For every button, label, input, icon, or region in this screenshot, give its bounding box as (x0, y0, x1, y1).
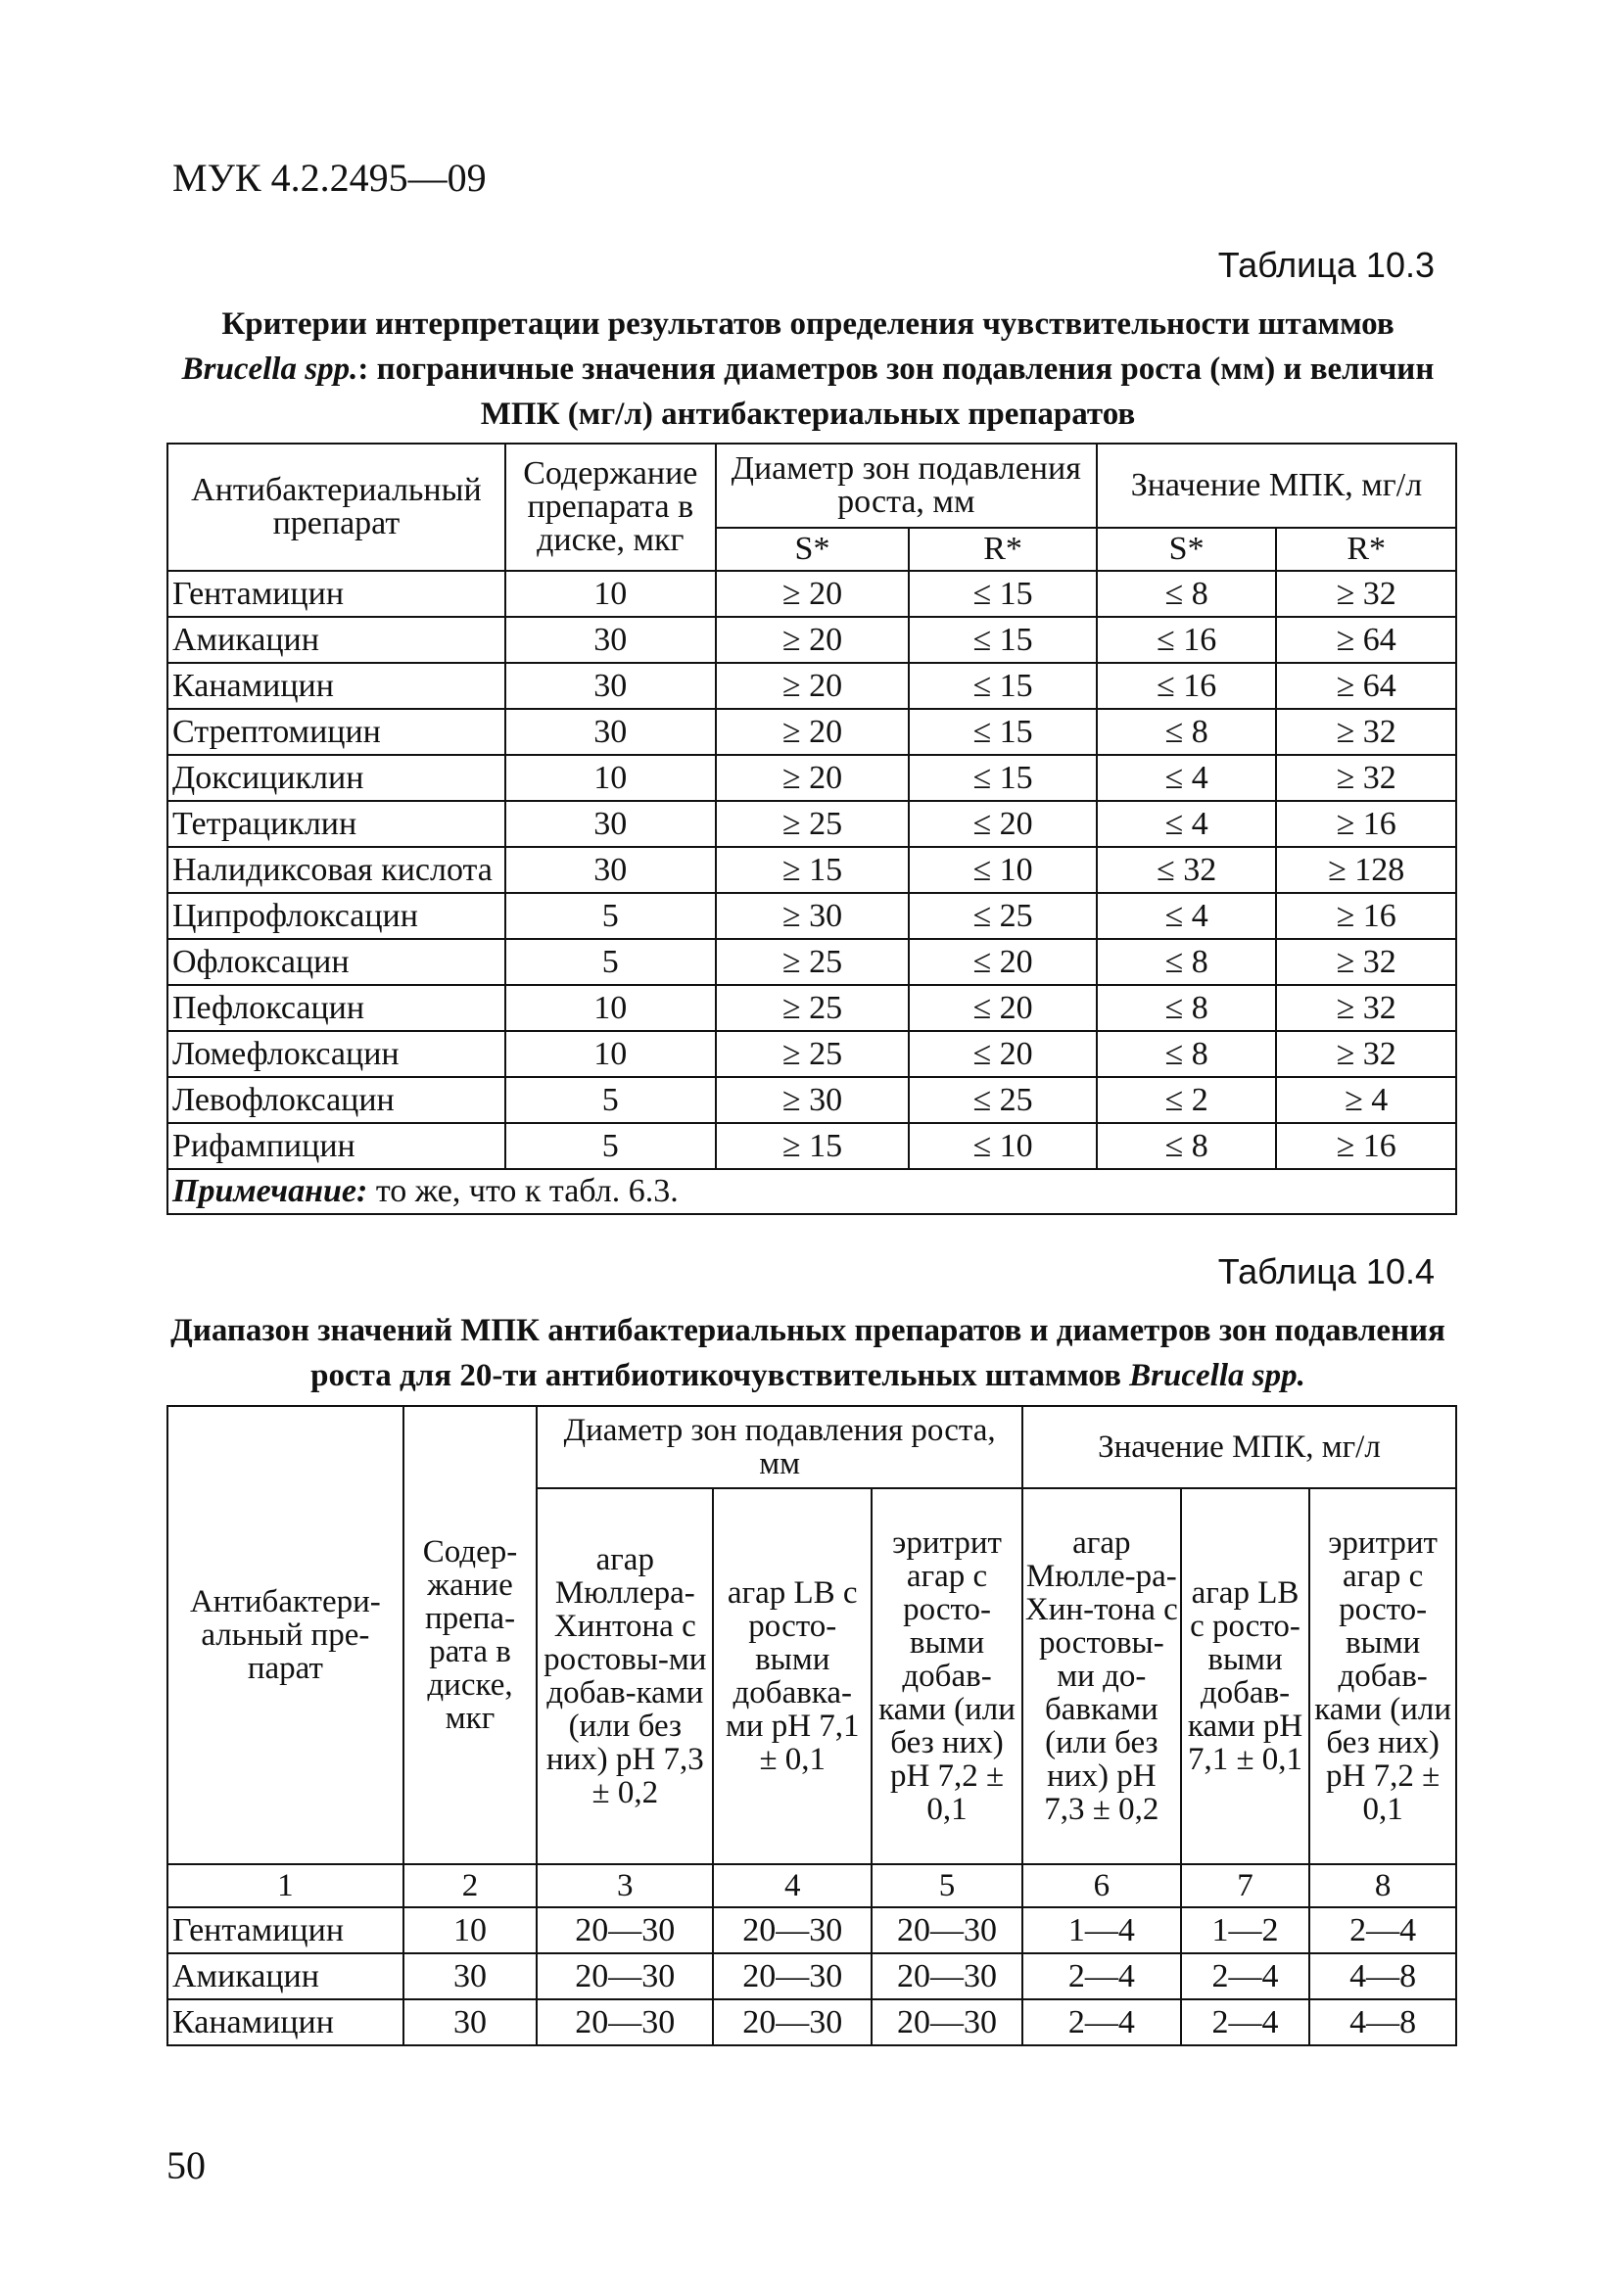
table-10-4-number: Таблица 10.4 (1217, 1251, 1435, 1291)
header-sub-1: агар Мюллера-Хинтона с ростовы-ми добав-ками (или без них) pH 7,3 ± 0,2 (537, 1488, 713, 1864)
value-cell: ≤ 25 (909, 1077, 1097, 1123)
value-cell: 20—30 (872, 1999, 1022, 2045)
value-cell: ≥ 32 (1276, 939, 1456, 985)
value-cell: 5 (505, 1123, 716, 1169)
table-10-3-caption (166, 302, 1449, 437)
value-cell: ≤ 10 (909, 1123, 1097, 1169)
drug-name-cell: Амикацин (167, 1953, 403, 1999)
drug-name-cell: Левофлоксацин (167, 1077, 505, 1123)
value-cell: ≤ 15 (909, 709, 1097, 755)
value-cell: ≥ 4 (1276, 1077, 1456, 1123)
value-cell: 30 (505, 709, 716, 755)
value-cell: 20—30 (872, 1953, 1022, 1999)
table-row (167, 893, 1456, 939)
value-cell: 30 (505, 847, 716, 893)
column-number: 8 (1309, 1864, 1456, 1907)
header-mic-r: R* (1276, 528, 1456, 571)
header-sub-2: агар LB с росто-выми добавка-ми pH 7,1 ± 0,1 (713, 1488, 872, 1864)
table-row (167, 755, 1456, 801)
value-cell: 20—30 (537, 1907, 713, 1953)
table-note (167, 1169, 1456, 1214)
table-row (167, 663, 1456, 709)
table-row (167, 847, 1456, 893)
value-cell: ≤ 8 (1097, 985, 1277, 1031)
value-cell: 20—30 (713, 1907, 872, 1953)
value-cell: 30 (505, 801, 716, 847)
value-cell: ≤ 10 (909, 847, 1097, 893)
table-row (167, 571, 1456, 617)
table-row (167, 985, 1456, 1031)
value-cell: 20—30 (537, 1953, 713, 1999)
column-number: 5 (872, 1864, 1022, 1907)
column-number: 4 (713, 1864, 872, 1907)
table-row (167, 1999, 1456, 2045)
value-cell: ≤ 32 (1097, 847, 1277, 893)
value-cell: ≥ 64 (1276, 617, 1456, 663)
table-row (167, 801, 1456, 847)
value-cell: ≤ 20 (909, 985, 1097, 1031)
header-diameter: Диаметр зон подавления роста, мм (537, 1406, 1022, 1488)
drug-name-cell: Тетрациклин (167, 801, 505, 847)
value-cell: ≤ 8 (1097, 571, 1277, 617)
value-cell: 10 (505, 755, 716, 801)
drug-name-cell: Налидиксовая кислота (167, 847, 505, 893)
caption-text: Диапазон значений МПК антибактериальных препаратов и диаметров зон подавления роста для 20-ти антибиотикочувствительных штаммов (170, 1313, 1445, 1393)
table-row (167, 1123, 1456, 1169)
value-cell: 30 (403, 1999, 538, 2045)
header-sub-6: эритрит агар с росто-выми добав-ками (или без них) pH 7,2 ± 0,1 (1309, 1488, 1456, 1864)
drug-name-cell: Гентамицин (167, 571, 505, 617)
value-cell: ≥ 25 (716, 1031, 910, 1077)
value-cell: ≤ 20 (909, 939, 1097, 985)
value-cell: 4—8 (1309, 1999, 1456, 2045)
value-cell: ≥ 16 (1276, 801, 1456, 847)
value-cell: ≤ 15 (909, 571, 1097, 617)
value-cell: ≤ 20 (909, 801, 1097, 847)
header-content: Содержание препарата в диске, мкг (505, 444, 716, 571)
value-cell: 20—30 (872, 1907, 1022, 1953)
note-text: то же, что к табл. 6.3. (367, 1173, 679, 1209)
value-cell: ≤ 15 (909, 663, 1097, 709)
value-cell: ≥ 16 (1276, 1123, 1456, 1169)
value-cell: ≤ 16 (1097, 617, 1277, 663)
value-cell: 20—30 (537, 1999, 713, 2045)
value-cell: ≥ 20 (716, 709, 910, 755)
header-diameter-r: R* (909, 528, 1097, 571)
value-cell: ≥ 20 (716, 571, 910, 617)
value-cell: 30 (505, 617, 716, 663)
value-cell: 30 (505, 663, 716, 709)
value-cell: ≥ 15 (716, 847, 910, 893)
column-number: 1 (167, 1864, 403, 1907)
value-cell: ≤ 25 (909, 893, 1097, 939)
value-cell: 10 (505, 985, 716, 1031)
value-cell: 2—4 (1309, 1907, 1456, 1953)
value-cell: ≤ 8 (1097, 1031, 1277, 1077)
value-cell: ≥ 16 (1276, 893, 1456, 939)
table-row (167, 1031, 1456, 1077)
column-number: 6 (1022, 1864, 1181, 1907)
value-cell: 2—4 (1181, 1953, 1309, 1999)
value-cell: 10 (505, 1031, 716, 1077)
value-cell: ≥ 20 (716, 755, 910, 801)
header-diameter: Диаметр зон подавления роста, мм (716, 444, 1097, 528)
caption-italic: Brucella spp. (1129, 1358, 1305, 1393)
column-number: 2 (403, 1864, 538, 1907)
value-cell: 1—2 (1181, 1907, 1309, 1953)
table-10-3-number: Таблица 10.3 (1217, 245, 1435, 285)
table-row (167, 1077, 1456, 1123)
value-cell: 2—4 (1022, 1953, 1181, 1999)
drug-name-cell: Амикацин (167, 617, 505, 663)
value-cell: ≥ 64 (1276, 663, 1456, 709)
value-cell: ≤ 8 (1097, 939, 1277, 985)
value-cell: 5 (505, 1077, 716, 1123)
value-cell: 10 (403, 1907, 538, 1953)
document-code: МУК 4.2.2495—09 (172, 156, 487, 200)
value-cell: 20—30 (713, 1953, 872, 1999)
value-cell: ≤ 15 (909, 755, 1097, 801)
value-cell: ≥ 25 (716, 985, 910, 1031)
value-cell: 10 (505, 571, 716, 617)
table-10-3 (166, 443, 1457, 1215)
value-cell: ≤ 8 (1097, 709, 1277, 755)
caption-text: Критерии интерпретации результатов определения чувствительности штаммов (221, 306, 1394, 342)
caption-text: : пограничные значения диаметров зон подавления роста (мм) и величин МПК (мг/л) антибактериальных препаратов (357, 351, 1435, 432)
drug-name-cell: Пефлоксацин (167, 985, 505, 1031)
header-sub-5: агар LB с росто-выми добав-ками pH 7,1 ± 0,1 (1181, 1488, 1309, 1864)
value-cell: ≤ 20 (909, 1031, 1097, 1077)
value-cell: ≥ 25 (716, 801, 910, 847)
value-cell: ≤ 8 (1097, 1123, 1277, 1169)
drug-name-cell: Доксициклин (167, 755, 505, 801)
header-content: Содер-жание препа-рата в диске, мкг (403, 1406, 538, 1864)
value-cell: ≥ 32 (1276, 985, 1456, 1031)
drug-name-cell: Гентамицин (167, 1907, 403, 1953)
header-sub-4: агар Мюлле-ра-Хин-тона с ростовы-ми до-бавками (или без них) pH 7,3 ± 0,2 (1022, 1488, 1181, 1864)
value-cell: 1—4 (1022, 1907, 1181, 1953)
header-sub-3: эритрит агар с росто-выми добав-ками (или без них) pH 7,2 ± 0,1 (872, 1488, 1022, 1864)
note-label: Примечание: (172, 1173, 368, 1209)
drug-name-cell: Ципрофлоксацин (167, 893, 505, 939)
header-diameter-s: S* (716, 528, 910, 571)
drug-name-cell: Ломефлоксацин (167, 1031, 505, 1077)
header-drug: Антибактери-альный пре-парат (167, 1406, 403, 1864)
value-cell: 30 (403, 1953, 538, 1999)
value-cell: ≥ 32 (1276, 571, 1456, 617)
value-cell: 5 (505, 893, 716, 939)
table-row (167, 1953, 1456, 1999)
value-cell: ≥ 20 (716, 663, 910, 709)
table-10-4-caption (166, 1308, 1449, 1398)
value-cell: 20—30 (713, 1999, 872, 2045)
table-row (167, 709, 1456, 755)
value-cell: ≥ 15 (716, 1123, 910, 1169)
drug-name-cell: Стрептомицин (167, 709, 505, 755)
value-cell: ≤ 16 (1097, 663, 1277, 709)
value-cell: ≥ 128 (1276, 847, 1456, 893)
value-cell: ≤ 2 (1097, 1077, 1277, 1123)
table-row (167, 617, 1456, 663)
drug-name-cell: Канамицин (167, 1999, 403, 2045)
value-cell: ≥ 32 (1276, 709, 1456, 755)
table-row (167, 1907, 1456, 1953)
column-number: 3 (537, 1864, 713, 1907)
header-mic: Значение МПК, мг/л (1097, 444, 1456, 528)
value-cell: ≤ 4 (1097, 755, 1277, 801)
header-mic: Значение МПК, мг/л (1022, 1406, 1456, 1488)
value-cell: ≥ 32 (1276, 1031, 1456, 1077)
value-cell: ≥ 30 (716, 1077, 910, 1123)
header-drug: Антибактериальный препарат (167, 444, 505, 571)
drug-name-cell: Рифампицин (167, 1123, 505, 1169)
drug-name-cell: Офлоксацин (167, 939, 505, 985)
page-number: 50 (166, 2143, 206, 2187)
value-cell: ≥ 25 (716, 939, 910, 985)
value-cell: ≤ 15 (909, 617, 1097, 663)
value-cell: ≥ 20 (716, 617, 910, 663)
value-cell: ≥ 32 (1276, 755, 1456, 801)
value-cell: 2—4 (1022, 1999, 1181, 2045)
table-row (167, 939, 1456, 985)
value-cell: 4—8 (1309, 1953, 1456, 1999)
header-mic-s: S* (1097, 528, 1277, 571)
column-number: 7 (1181, 1864, 1309, 1907)
value-cell: 2—4 (1181, 1999, 1309, 2045)
value-cell: ≥ 30 (716, 893, 910, 939)
value-cell: ≤ 4 (1097, 893, 1277, 939)
caption-italic: Brucella spp. (181, 351, 358, 387)
value-cell: ≤ 4 (1097, 801, 1277, 847)
table-10-4 (166, 1405, 1457, 2046)
value-cell: 5 (505, 939, 716, 985)
drug-name-cell: Канамицин (167, 663, 505, 709)
